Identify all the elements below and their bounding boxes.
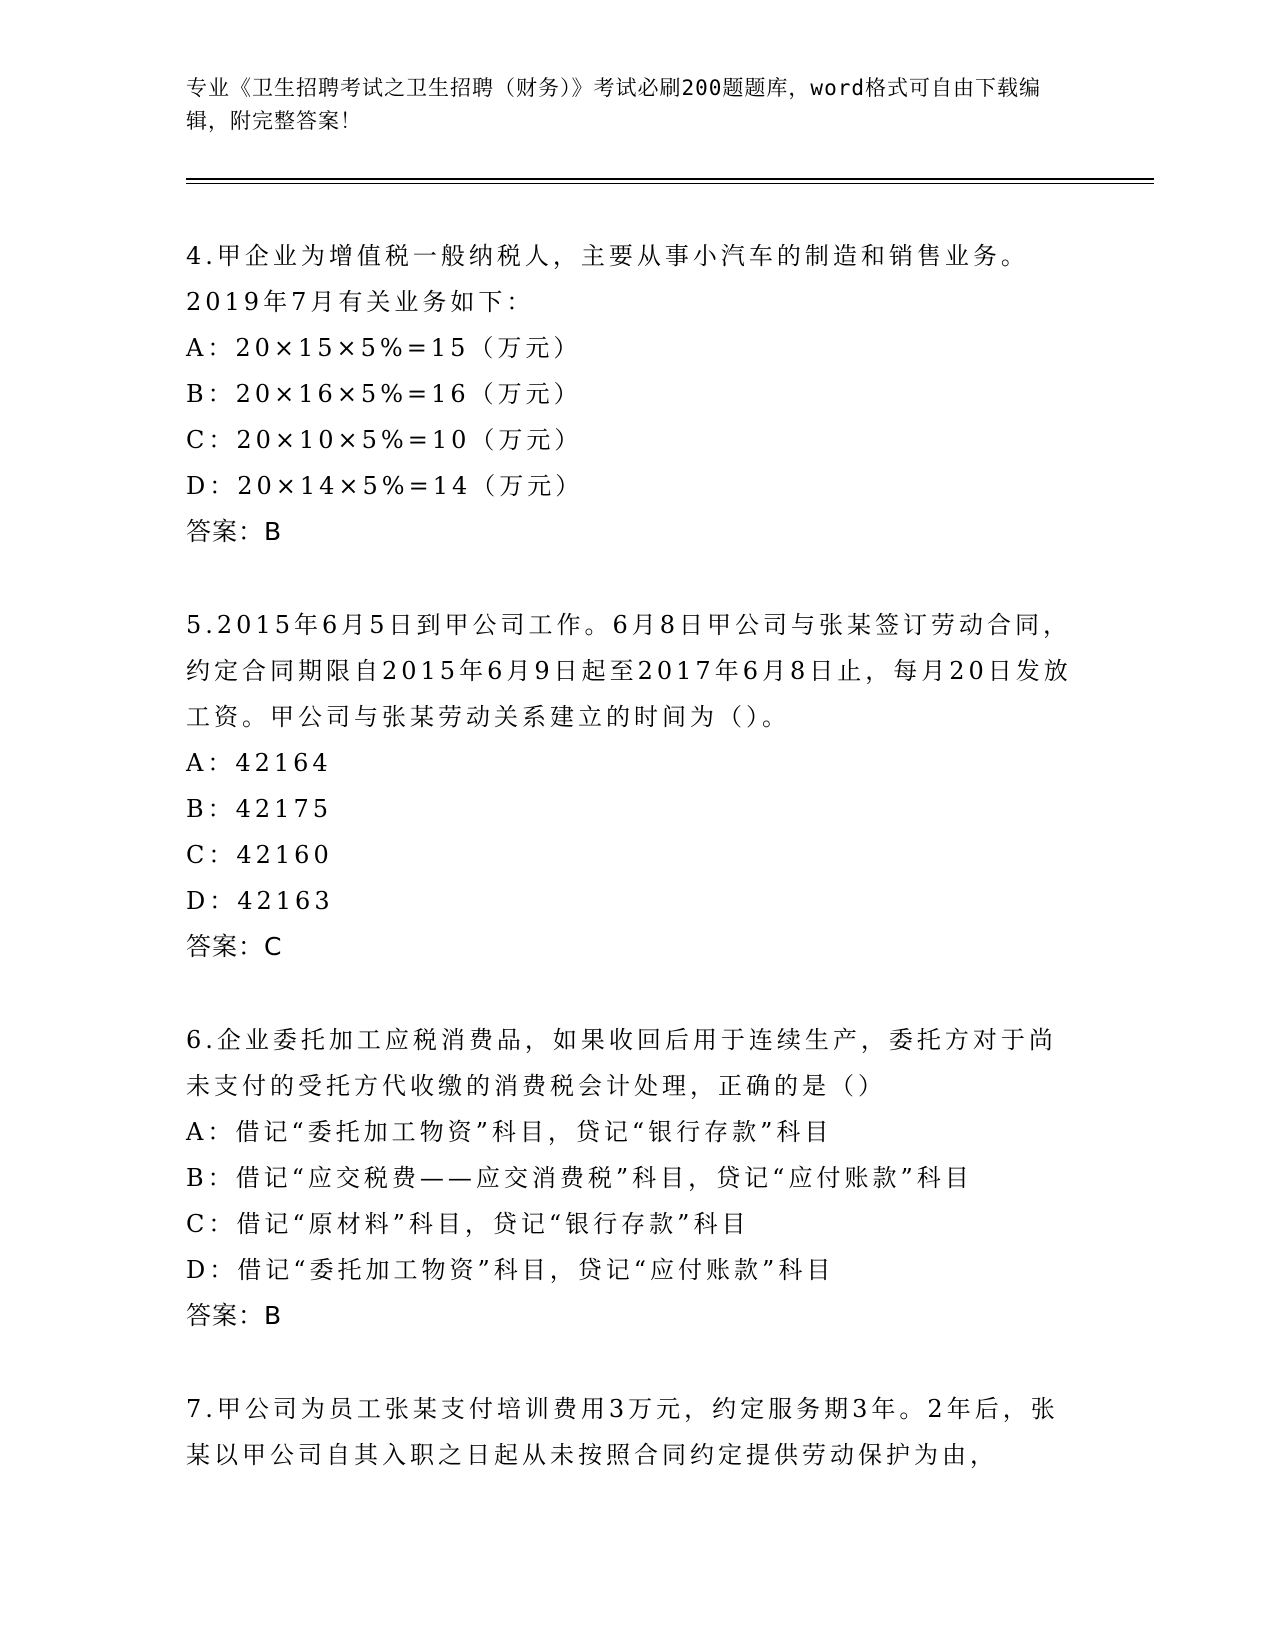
option-c: C：42160 (186, 841, 333, 869)
option-a: A：20×15×5%=15（万元） (186, 334, 582, 362)
option-a: A：42164 (186, 749, 332, 777)
question-7 (186, 1386, 1076, 1478)
question-stem: 5.2015年6月5日到甲公司工作。6月8日甲公司与张某签订劳动合同，约定合同期限自2015年6月9日起至2017年6月8日止，每月20日发放工资。甲公司与张某劳动关系建立的时间为（）。 (186, 611, 1072, 731)
header-divider-thick (186, 178, 1154, 180)
option-c: C：借记“原材料”科目，贷记“银行存款”科目 (186, 1210, 750, 1238)
option-d: D：借记“委托加工物资”科目，贷记“应付账款”科目 (186, 1256, 835, 1284)
question-stem: 4.甲企业为增值税一般纳税人，主要从事小汽车的制造和销售业务。2019年7月有关业务如下： (186, 242, 1029, 316)
option-b: B：42175 (186, 795, 332, 823)
question-stem: 6.企业委托加工应税消费品，如果收回后用于连续生产，委托方对于尚未支付的受托方代收缴的消费税会计处理，正确的是（） (186, 1026, 1057, 1100)
question-stem: 7.甲公司为员工张某支付培训费用3万元，约定服务期3年。2年后，张某以甲公司自其入职之日起从未按照合同约定提供劳动保护为由， (186, 1395, 1059, 1469)
answer-line: 答案：C (186, 932, 283, 961)
option-a: A：借记“委托加工物资”科目，贷记“银行存款”科目 (186, 1118, 833, 1146)
answer-line: 答案：B (186, 1301, 283, 1330)
question-5 (186, 602, 1076, 970)
question-4 (186, 233, 1076, 555)
question-6 (186, 1017, 1076, 1339)
header-divider-thin (186, 183, 1154, 184)
option-d: D：20×14×5%=14（万元） (186, 472, 584, 500)
header-intro-text: 专业《卫生招聘考试之卫生招聘（财务）》考试必刷200题题库，word格式可自由下载编辑，附完整答案！ (186, 76, 1041, 133)
question-list (186, 233, 1076, 1525)
document-header (186, 72, 1076, 138)
option-c: C：20×10×5%=10（万元） (186, 426, 583, 454)
option-d: D：42163 (186, 887, 334, 915)
option-b: B：20×16×5%=16（万元） (186, 380, 582, 408)
option-b: B：借记“应交税费——应交消费税”科目，贷记“应付账款”科目 (186, 1164, 973, 1192)
answer-line: 答案：B (186, 517, 283, 546)
